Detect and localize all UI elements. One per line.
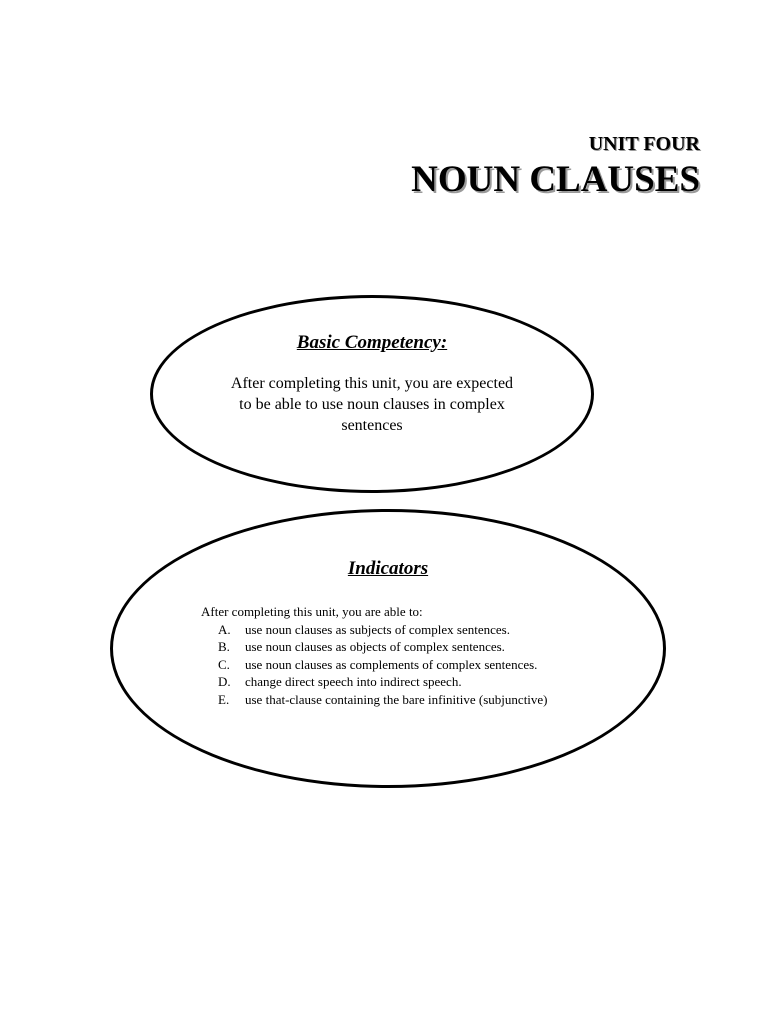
list-item-text: use that-clause containing the bare infinitive (subjunctive) <box>245 691 548 707</box>
indicator-list <box>201 621 579 709</box>
competency-ellipse <box>150 295 594 493</box>
competency-text: After completing this unit, you are expected to be able to use noun clauses in complex sentences <box>230 375 514 434</box>
list-item <box>201 691 579 709</box>
list-item <box>201 656 579 674</box>
indicators-body <box>201 603 579 708</box>
list-item <box>201 638 579 656</box>
indicators-ellipse <box>110 509 666 788</box>
list-marker: C. <box>218 656 230 672</box>
list-marker: D. <box>218 674 231 689</box>
list-item-text: use noun clauses as objects of complex sentences. <box>245 639 505 654</box>
list-item <box>201 621 579 639</box>
list-marker: B. <box>218 639 230 654</box>
list-marker: E. <box>218 691 230 707</box>
list-marker: A. <box>218 621 231 637</box>
list-item <box>201 673 579 691</box>
list-item-text: change direct speech into indirect speech. <box>245 674 462 689</box>
indicators-heading: Indicators <box>347 558 429 579</box>
page-title: NOUN CLAUSES <box>411 159 700 200</box>
list-item-text: use noun clauses as complements of complex sentences. <box>245 656 538 672</box>
list-item-text: use noun clauses as subjects of complex sentences. <box>245 621 510 637</box>
competency-heading: Basic Competency: <box>296 332 448 353</box>
indicators-intro: After completing this unit, you are able to: <box>201 604 423 619</box>
unit-label: UNIT FOUR <box>588 133 700 155</box>
